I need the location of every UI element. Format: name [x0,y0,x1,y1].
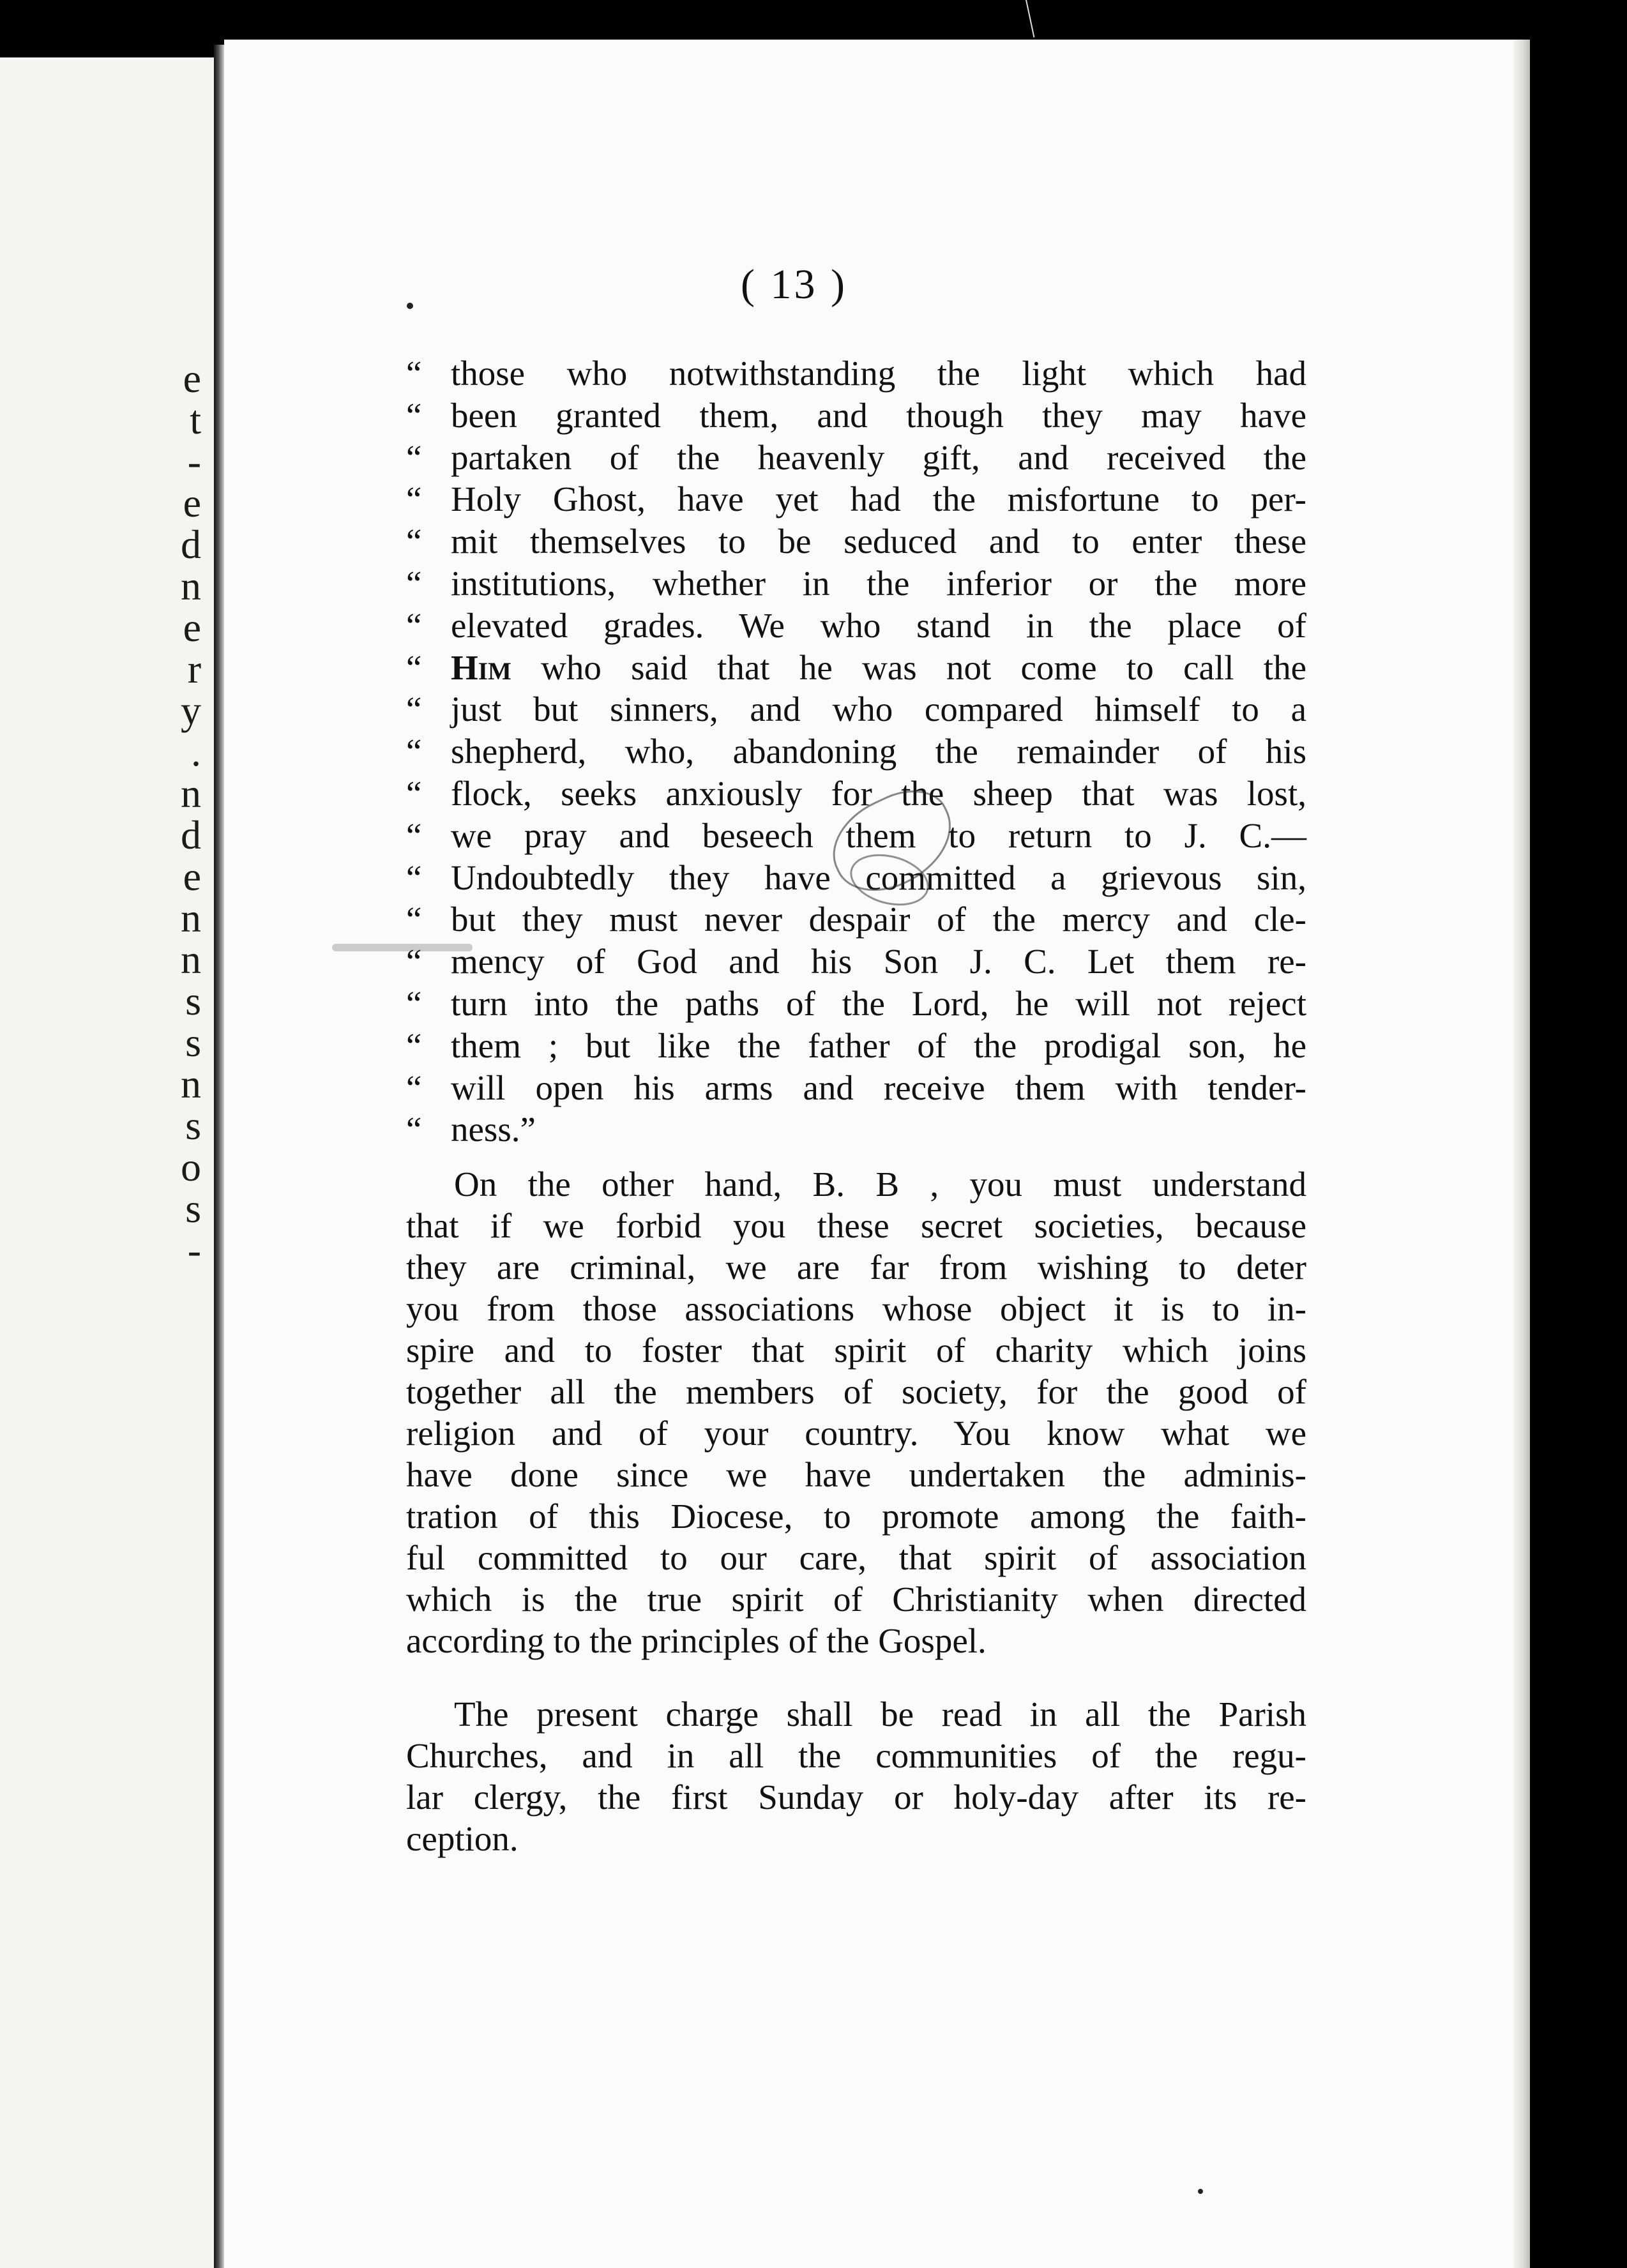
edge-letter: o [181,1144,201,1190]
edge-letter: e [183,356,201,401]
quote-line [406,605,1306,647]
paragraph-line: you from those associations whose object it is to in- [406,1289,1306,1328]
quote-line [406,352,1306,395]
paragraph-line: have done since we have undertaken the adminis- [406,1455,1306,1494]
quote-line [406,647,1306,689]
quote-line [406,437,1306,479]
quote-line-text: ness.” [451,1110,536,1149]
edge-letter: n [181,771,201,816]
paragraph-charge-reading [406,1693,1306,1859]
page-number: ( 13 ) [741,261,847,308]
quote-line-text: flock, seeks anxiously for the sheep that was lost, [451,773,1306,813]
quotation-mark: “ [406,395,422,435]
quotation-mark: “ [406,942,422,981]
quote-line-text: will open his arms and receive them with tender- [451,1068,1306,1107]
smallcaps-word: Him [451,647,511,687]
quote-line [406,1067,1306,1109]
quote-line-text: we pray and beseech them to return to J. C.— [451,815,1306,855]
quote-line [406,563,1306,605]
quote-line [406,898,1306,941]
edge-letter: n [181,563,201,609]
quote-line-text: shepherd, who, abandoning the remainder of his [451,732,1306,771]
paragraph-line: The present charge shall be read in all the Parish [454,1695,1306,1734]
quotation-mark: “ [406,647,422,687]
quotation-mark: “ [406,563,422,603]
edge-letter: - [187,1227,201,1273]
quote-line-text: Holy Ghost, have yet had the misfortune to per- [451,480,1306,519]
edge-letter: r [187,646,201,692]
paragraph-line: ful committed to our care, that spirit of association [406,1538,1306,1577]
quotation-mark: “ [406,858,422,897]
paragraph-line: religion and of your country. You know what we [406,1414,1306,1453]
ink-dot [407,303,413,309]
paragraph-secret-societies [406,1163,1306,1661]
edge-letter: t [190,397,201,442]
quote-line-text: them ; but like the father of the prodigal son, he [451,1025,1306,1065]
quotation-mark: “ [406,1068,422,1107]
quotation-mark: “ [406,522,422,561]
quotation-mark: “ [406,815,422,855]
quotation-mark: “ [406,437,422,477]
quote-line [406,520,1306,563]
edge-letter: e [183,480,201,525]
paragraph-line: Churches, and in all the communities of the regu- [406,1736,1306,1775]
quote-line-text: but they must never despair of the mercy and cle- [451,900,1306,939]
paragraph-line: that if we forbid you these secret societies, because [406,1206,1306,1245]
edge-letter: s [185,978,201,1024]
quote-line-text: institutions, whether in the inferior or the more [451,563,1306,603]
quotation-mark: “ [406,732,422,771]
quote-line [406,395,1306,437]
previous-page-edge [0,57,214,2268]
quote-line-text [451,647,1306,689]
quote-line-text: been granted them, and though they may have [451,395,1306,435]
quote-line-text: mency of God and his Son J. C. Let them re- [451,942,1306,981]
quoted-passage [406,352,1306,1151]
quotation-mark: “ [406,690,422,729]
quotation-mark: “ [406,1110,422,1149]
quote-line-text: elevated grades. We who stand in the place of [451,605,1306,645]
edge-letter: s [185,1103,201,1148]
edge-letter: e [183,854,201,899]
paragraph-line: they are criminal, we are far from wishing to deter [406,1248,1306,1287]
quote-line-text: mit themselves to be seduced and to enter these [451,522,1306,561]
edge-letter: - [187,439,201,484]
edge-letter: d [181,812,201,858]
edge-letter: y [181,688,201,733]
scan-right-border [1530,0,1627,2268]
edge-letter: d [181,522,201,567]
paragraph-line: lar clergy, the first Sunday or holy-day after its re- [406,1778,1306,1817]
quotation-mark: “ [406,900,422,939]
quotation-mark: “ [406,1025,422,1065]
previous-page-letters [181,358,201,1271]
edge-letter: e [183,605,201,650]
edge-letter: n [181,895,201,941]
quote-line [406,730,1306,773]
paragraph-line: according to the principles of the Gospel. [406,1621,987,1660]
quote-line [406,478,1306,520]
ink-dot [1198,2189,1203,2194]
quote-line [406,688,1306,730]
paragraph-line: which is the true spirit of Christianity when directed [406,1580,1306,1619]
margin-smudge [332,944,473,951]
edge-letter: . [191,729,201,775]
quote-line-text: partaken of the heavenly gift, and received the [451,437,1306,477]
edge-letter: n [181,937,201,982]
quote-line [406,983,1306,1025]
edge-letter: s [185,1186,201,1231]
paragraph-line: together all the members of society, for the good of [406,1372,1306,1411]
edge-letter: n [181,1061,201,1107]
quotation-mark: “ [406,480,422,519]
book-gutter [214,45,224,2268]
quotation-mark: “ [406,605,422,645]
quote-line-text: Undoubtedly they have committed a grievous sin, [451,858,1306,897]
quote-line [406,941,1306,983]
paragraph-line: On the other hand, B. B , you must understand [454,1165,1306,1204]
edge-letter: s [185,1020,201,1065]
quotation-mark: “ [406,983,422,1023]
quote-line-text: just but sinners, and who compared himself to a [451,690,1306,729]
quote-line-text: turn into the paths of the Lord, he will not reject [451,983,1306,1023]
quote-line [406,1108,1306,1151]
quotation-mark: “ [406,773,422,813]
quote-line [406,1025,1306,1067]
quote-line-text: those who notwithstanding the light which had [451,354,1306,393]
scan-top-border [192,0,1530,40]
quote-line [406,773,1306,815]
quotation-mark: “ [406,354,422,393]
paragraph-line: ception. [406,1819,518,1858]
paragraph-line: spire and to foster that spirit of charity which joins [406,1331,1306,1370]
quote-line-rest: who said that he was not come to call the [511,647,1306,687]
paragraph-line: tration of this Diocese, to promote among the faith- [406,1497,1306,1536]
